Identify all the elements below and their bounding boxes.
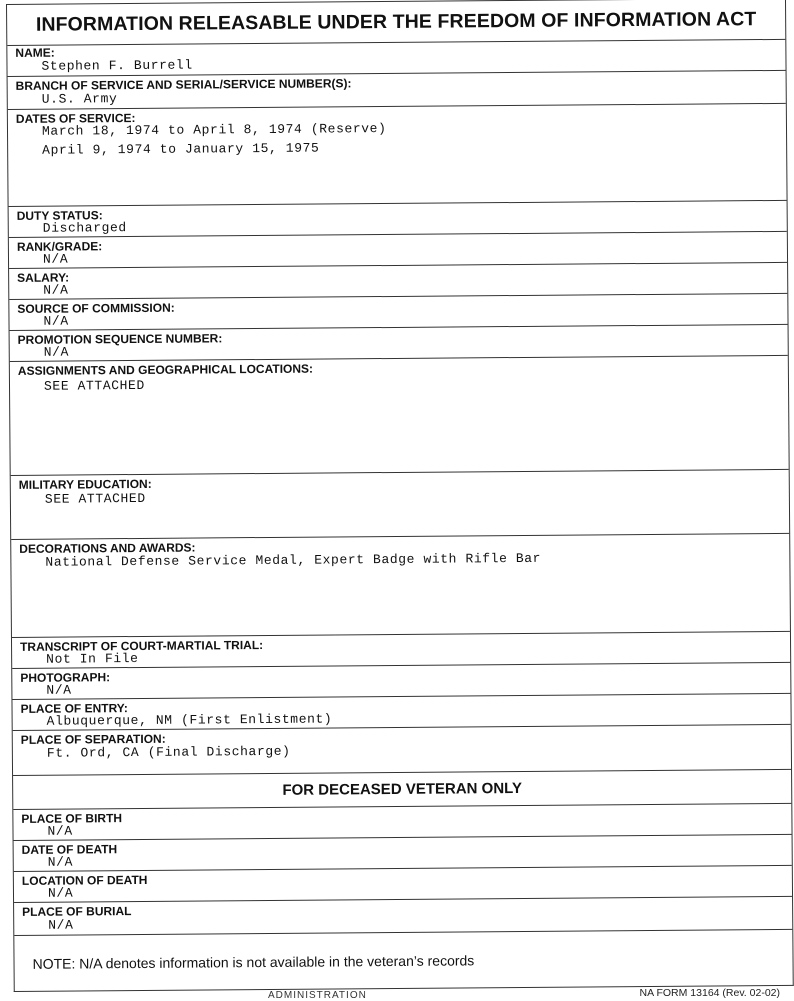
- footer-agency-fragment: ADMINISTRATION: [268, 990, 367, 1001]
- promotion-value: N/A: [43, 344, 70, 360]
- commission-value: N/A: [43, 313, 69, 329]
- commission-label: SOURCE OF COMMISSION:: [17, 300, 175, 316]
- assignments-section: [10, 356, 789, 476]
- dates-label: DATES OF SERVICE:: [15, 110, 136, 126]
- birth-label: PLACE OF BIRTH: [21, 811, 123, 826]
- deceased-veteran-banner: FOR DECEASED VETERAN ONLY: [13, 769, 791, 810]
- branch-label: BRANCH OF SERVICE AND SERIAL/SERVICE NUMBER(S):: [15, 76, 352, 93]
- name-label: NAME:: [15, 45, 55, 60]
- dates-line-1: March 18, 1974 to April 8, 1974 (Reserve): [41, 121, 387, 139]
- burial-value: N/A: [48, 917, 74, 933]
- duty-status-label: DUTY STATUS:: [16, 208, 103, 223]
- rank-label: RANK/GRADE:: [16, 239, 103, 254]
- entry-value: Albuquerque, NM (First Enlistment): [46, 711, 333, 729]
- name-value: Stephen F. Burrell: [41, 57, 193, 74]
- education-section: [11, 470, 789, 540]
- photograph-value: N/A: [46, 682, 72, 698]
- decorations-label: DECORATIONS AND AWARDS:: [19, 540, 196, 556]
- promotion-label: PROMOTION SEQUENCE NUMBER:: [17, 331, 223, 347]
- separation-section: [13, 725, 791, 775]
- rank-value: N/A: [42, 251, 69, 267]
- separation-value: Ft. Ord, CA (Final Discharge): [46, 743, 291, 761]
- assignments-label: ASSIGNMENTS AND GEOGRAPHICAL LOCATIONS:: [17, 361, 314, 378]
- decorations-value: National Defense Service Medal, Expert Badge with Rifle Bar: [45, 550, 542, 570]
- burial-section: [14, 897, 792, 936]
- death-location-label: LOCATION OF DEATH: [21, 872, 148, 888]
- court-martial-value: Not In File: [46, 650, 139, 667]
- dates-line-2: April 9, 1974 to January 15, 1975: [42, 140, 320, 158]
- education-value: SEE ATTACHED: [44, 490, 146, 507]
- foia-form: [6, 0, 794, 992]
- entry-label: PLACE OF ENTRY:: [20, 701, 128, 716]
- form-title: INFORMATION RELEASABLE UNDER THE FREEDOM OF INFORMATION ACT: [7, 0, 785, 46]
- duty-status-value: Discharged: [42, 220, 127, 236]
- death-location-value: N/A: [47, 885, 74, 901]
- salary-value: N/A: [43, 282, 69, 298]
- court-martial-label: TRANSCRIPT OF COURT-MARTIAL TRIAL:: [19, 638, 264, 654]
- photograph-label: PHOTOGRAPH:: [20, 670, 111, 685]
- form-number: NA FORM 13164 (Rev. 02-02): [639, 987, 780, 999]
- death-date-label: DATE OF DEATH: [21, 842, 118, 857]
- separation-label: PLACE OF SEPARATION:: [20, 731, 166, 747]
- decorations-section: [11, 534, 790, 638]
- birth-value: N/A: [47, 823, 73, 839]
- assignments-value: SEE ATTACHED: [43, 377, 145, 394]
- dates-section: [8, 104, 787, 207]
- note-text: NOTE: N/A denotes information is not available in the veteran’s records: [32, 952, 475, 972]
- branch-value: U.S. Army: [41, 91, 118, 107]
- education-label: MILITARY EDUCATION:: [18, 476, 152, 492]
- death-date-value: N/A: [47, 854, 74, 870]
- burial-label: PLACE OF BURIAL: [22, 904, 132, 919]
- salary-label: SALARY:: [17, 270, 70, 285]
